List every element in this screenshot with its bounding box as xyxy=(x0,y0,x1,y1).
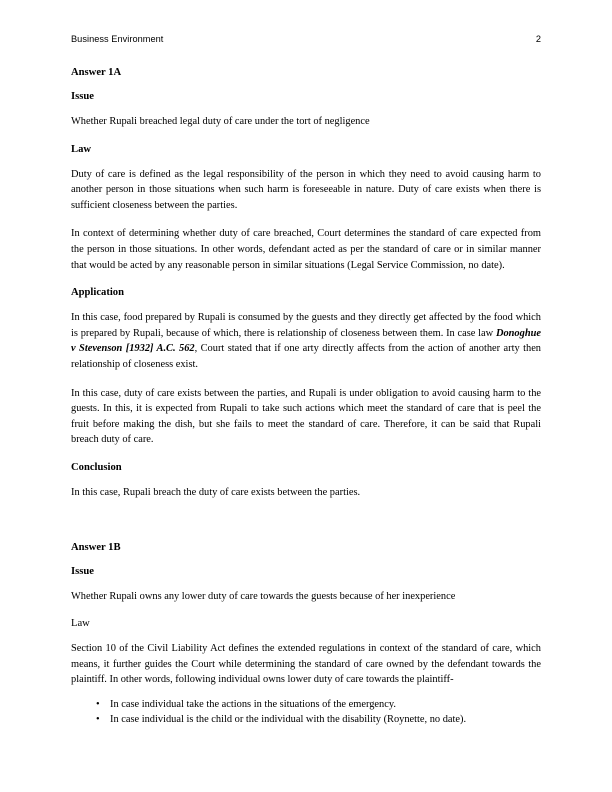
running-header xyxy=(71,34,541,44)
spacer xyxy=(71,688,541,697)
spacer xyxy=(71,156,541,167)
bullet-icon: • xyxy=(96,714,100,726)
heading-answer-1a: Answer 1A xyxy=(71,67,122,78)
spacer xyxy=(71,604,541,617)
list-item-label: In case individual is the child or the individual with the disability (Roynette, no date). xyxy=(110,714,467,726)
document-body xyxy=(71,66,541,727)
heading-application-1a: Application xyxy=(71,287,124,299)
application-text-after-citation: , Court stated that if one arty directly affects from the action of another arty then relationship of closeness exist. xyxy=(71,343,541,370)
header-page-number: 2 xyxy=(535,34,541,44)
lower-duty-conditions-list xyxy=(71,697,541,727)
spacer xyxy=(71,630,541,641)
paragraph-conclusion-1a: In this case, Rupali breach the duty of care exists between the parties. xyxy=(71,486,361,498)
paragraph-issue-1b: Whether Rupali owns any lower duty of care towards the guests because of her inexperience xyxy=(71,590,456,602)
paragraph-application-1a-1 xyxy=(71,310,541,372)
spacer xyxy=(71,130,541,143)
heading-law-1a: Law xyxy=(71,143,92,155)
spacer xyxy=(71,299,541,310)
spacer xyxy=(71,79,541,90)
paragraph-law-1a-2: In context of determining whether duty of care breached, Court determines the standard of care expected from the person in those situations. In other words, defendant acted as per the standard of care or in similar manner that would be acted by any reasonable person in similar situations (Legal Service Commission, no date). xyxy=(71,228,541,271)
paragraph-application-1a-2: In this case, duty of care exists between the parties, and Rupali is under obligation to avoid causing harm to the guests. In this, it is expected from Rupali to take such actions which meet the standard of care that is peel the fruit before making the dish, but she fails to meet the standard of care. Therefore, it can be said that Rupali breach duty of care. xyxy=(71,387,541,446)
list-item xyxy=(71,712,541,727)
case-citation: Donoghue v Stevenson [1932] A.C. 562 xyxy=(71,327,541,355)
spacer xyxy=(71,373,541,386)
spacer xyxy=(71,578,541,589)
spacer xyxy=(71,213,541,226)
list-item-label: In case individual take the actions in the situations of the emergency. xyxy=(110,698,396,710)
bullet-icon: • xyxy=(96,698,100,710)
heading-issue-1a: Issue xyxy=(71,91,94,102)
application-text-before-citation: In this case, food prepared by Rupali is consumed by the guests and they directly get affected by the food which is prepared by Rupali, because of which, there is relationship of closeness between them. In case law xyxy=(71,312,541,339)
heading-conclusion-1a: Conclusion xyxy=(71,461,122,473)
heading-law-1b: Law xyxy=(71,618,90,630)
spacer xyxy=(71,474,541,485)
list-item xyxy=(71,697,541,712)
section-gap-spacer xyxy=(71,501,541,541)
paragraph-law-1a-1: Duty of care is defined as the legal responsibility of the person in which they need to avoid causing harm to another person in those situations when such harm is foreseeable in nature. Duty of care exists when there is sufficient closeness between the parties. xyxy=(71,168,541,211)
spacer xyxy=(71,554,541,565)
paragraph-issue-1a: Whether Rupali breached legal duty of care under the tort of negligence xyxy=(71,116,370,127)
spacer xyxy=(71,448,541,461)
spacer xyxy=(71,273,541,286)
heading-issue-1b: Issue xyxy=(71,565,94,577)
paragraph-law-1b-1: Section 10 of the Civil Liability Act defines the extended regulations in context of the standard of care, which means, it further guides the Court while determining the standard of care owned by the defendant towards the plaintiff. In other words, following individual owns lower duty of care towards the plaintiff- xyxy=(71,643,541,686)
spacer xyxy=(71,103,541,114)
heading-answer-1b: Answer 1B xyxy=(71,541,121,553)
header-document-title: Business Environment xyxy=(71,34,164,44)
